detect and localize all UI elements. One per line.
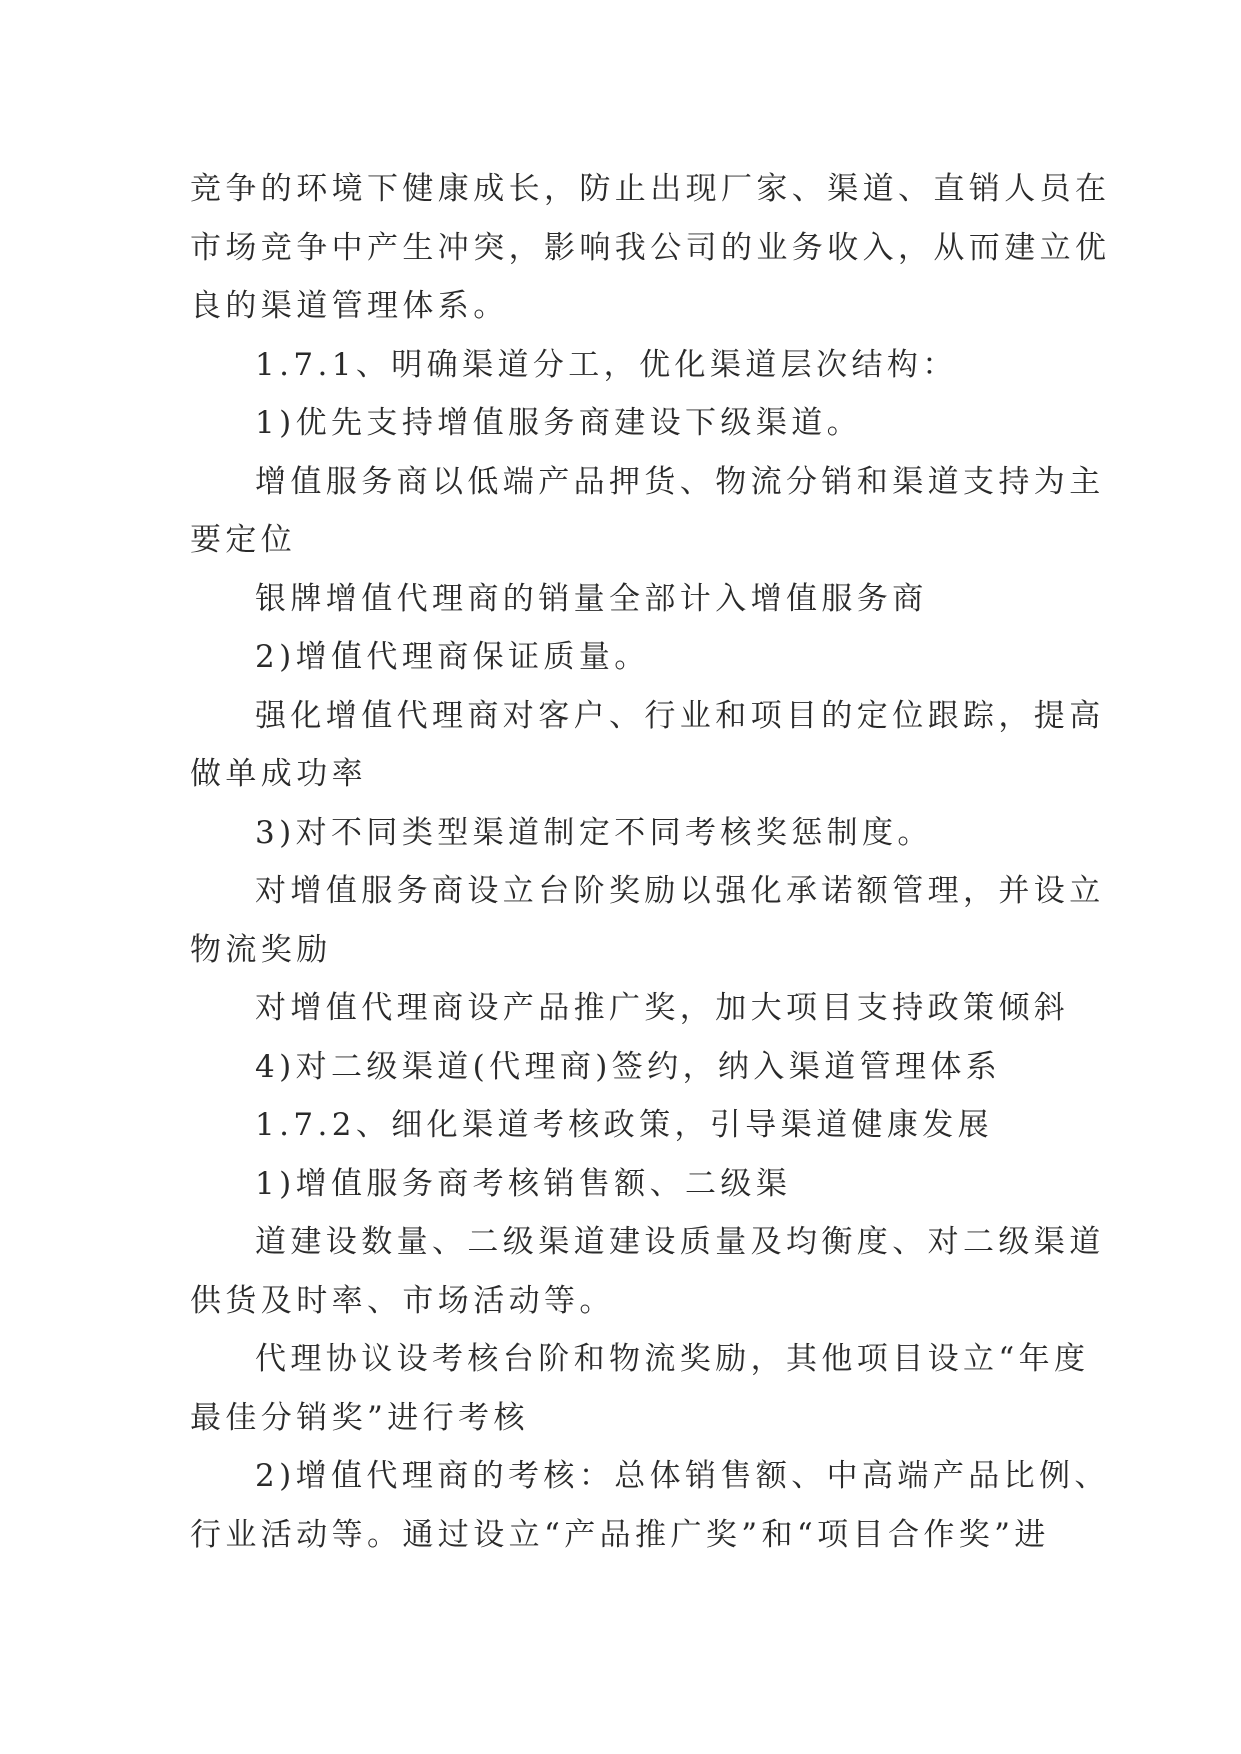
text-line: 银牌增值代理商的销量全部计入增值服务商 [255, 580, 928, 617]
text-line: 良的渠道管理体系。 [190, 288, 509, 324]
list-item: 3)对不同类型渠道制定不同考核奖惩制度。 [255, 814, 933, 851]
section-heading-1-7-1: 1.7.1、明确渠道分工，优化渠道层次结构： [255, 346, 958, 383]
text-line: 要定位 [190, 522, 297, 558]
text-line: 物流奖励 [190, 931, 332, 968]
text-line: 行业活动等。通过设立“产品推广奖”和“项目合作奖”进 [190, 1516, 1050, 1553]
text-line: 做单成功率 [190, 756, 367, 792]
text-line: 市场竞争中产生冲突，影响我公司的业务收入，从而建立优 [190, 229, 1111, 266]
text-line: 增值服务商以低端产品押货、物流分销和渠道支持为主 [255, 463, 1105, 500]
text-line: 供货及时率、市场活动等。 [190, 1282, 615, 1319]
text-line: 强化增值代理商对客户、行业和项目的定位跟踪，提高 [255, 697, 1105, 734]
list-item: 2)增值代理商保证质量。 [255, 639, 650, 675]
list-item: 1)增值服务商考核销售额、二级渠 [255, 1165, 792, 1202]
text-line: 道建设数量、二级渠道建设质量及均衡度、对二级渠道 [255, 1224, 1105, 1260]
body-text [190, 160, 1111, 1564]
list-item: 1)优先支持增值服务商建设下级渠道。 [255, 405, 863, 441]
text-line: 最佳分销奖”进行考核 [190, 1399, 529, 1436]
section-heading-1-7-2: 1.7.2、细化渠道考核政策，引导渠道健康发展 [255, 1107, 994, 1143]
list-item: 4)对二级渠道(代理商)签约，纳入渠道管理体系 [255, 1048, 1002, 1085]
list-item: 2)增值代理商的考核：总体销售额、中高端产品比例、 [255, 1458, 1110, 1494]
text-line: 竞争的环境下健康成长，防止出现厂家、渠道、直销人员在 [190, 171, 1111, 207]
text-line: 对增值服务商设立台阶奖励以强化承诺额管理，并设立 [255, 873, 1105, 909]
text-line: 代理协议设考核台阶和物流奖励，其他项目设立“年度 [255, 1341, 1090, 1377]
text-line: 对增值代理商设产品推广奖，加大项目支持政策倾斜 [255, 990, 1070, 1026]
